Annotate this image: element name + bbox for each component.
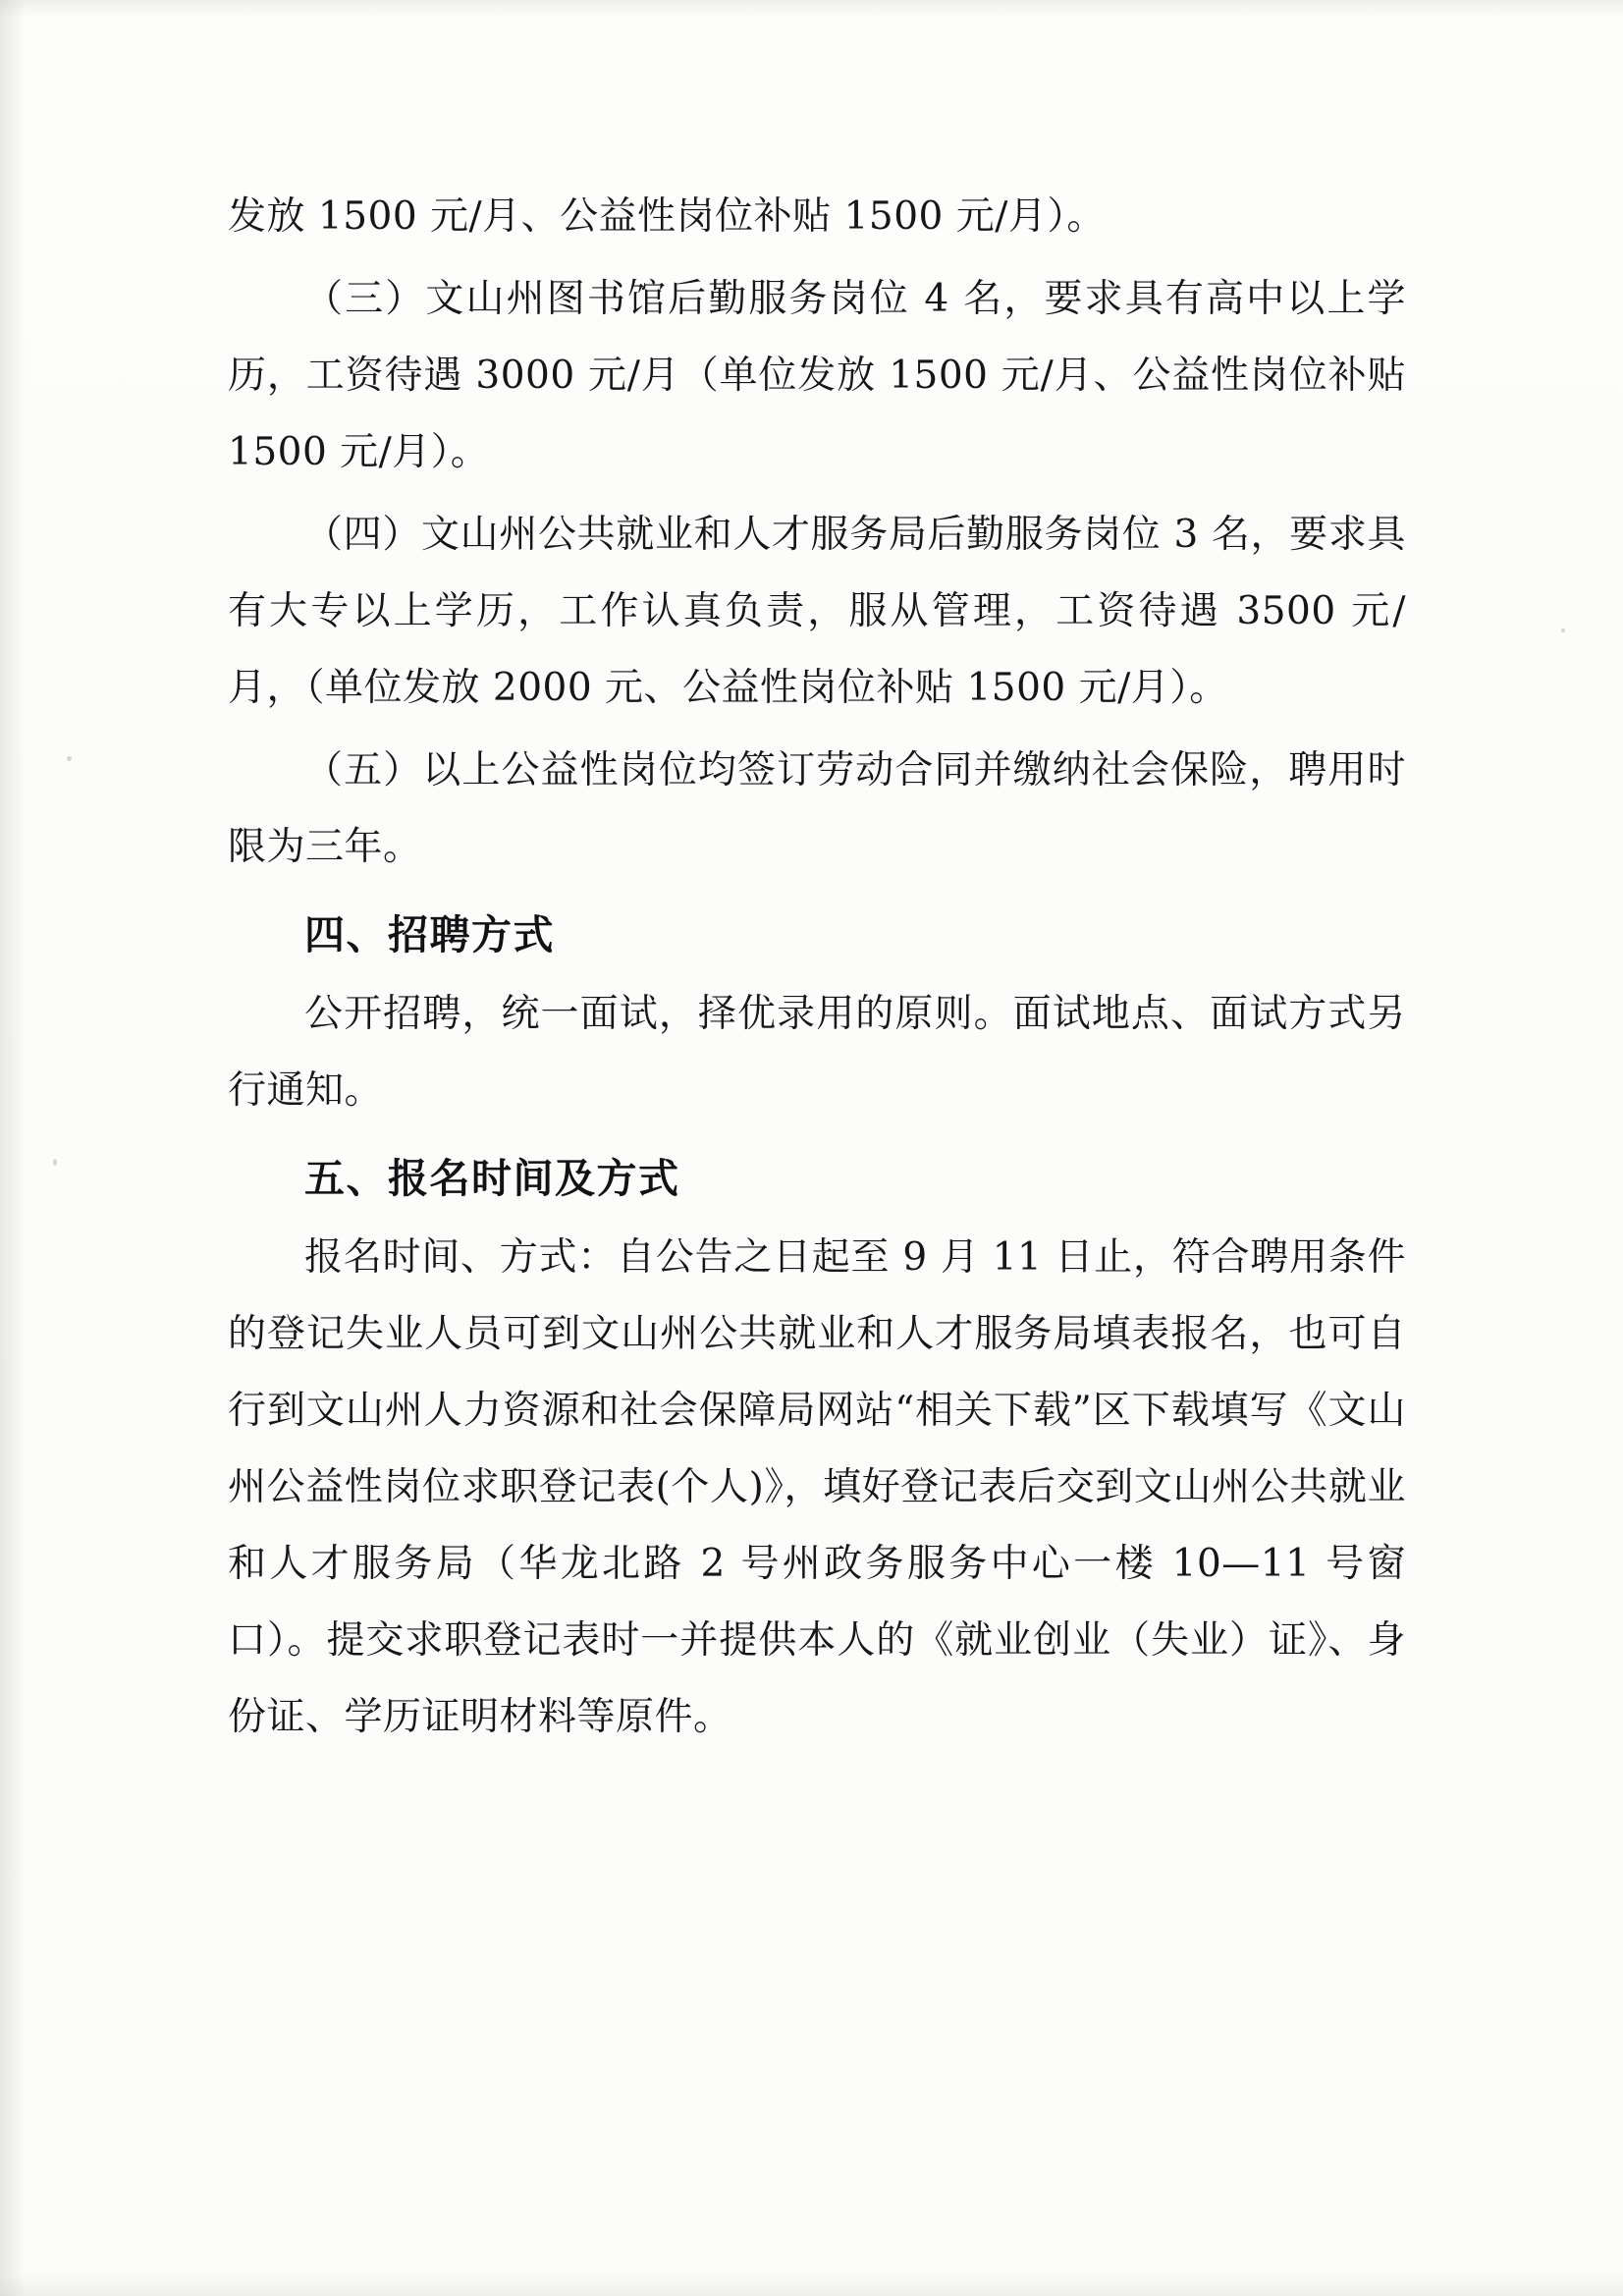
paragraph-application-time-method: 报名时间、方式：自公告之日起至 9 月 11 日止，符合聘用条件的登记失业人员可到文山州公共就业和人才服务局填表报名，也可自行到文山州人力资源和社会保障局网站“相关下载”区下载填写《文山州公益性岗位求职登记表(个人)》，填好登记表后交到文山州公共就业和人才服务局（华龙北路 2 号州政务服务中心一楼 10—11 号窗口）。提交求职登记表时一并提供本人的《就业创业（失业）证》、身份证、学历证明材料等原件。: [228, 1235, 1406, 1739]
paragraph-item-3: （三）文山州图书馆后勤服务岗位 4 名，要求具有高中以上学历，工资待遇 3000 元/月（单位发放 1500 元/月、公益性岗位补贴 1500 元/月）。: [228, 277, 1406, 474]
section-heading-recruitment-method: 四、招聘方式: [304, 911, 555, 958]
paragraph-recruitment-method: 公开招聘，统一面试，择优录用的原则。面试地点、面试方式另行通知。: [228, 992, 1406, 1113]
paragraph-item-4: （四）文山州公共就业和人才服务局后勤服务岗位 3 名，要求具有大专以上学历，工作认真负责，服从管理，工资待遇 3500 元/月，（单位发放 2000 元、公益性岗位补贴 1500 元/月）。: [228, 513, 1406, 710]
section-heading-application-time-method: 五、报名时间及方式: [304, 1155, 680, 1202]
document-body: [228, 179, 1406, 1762]
page-top-edge-shadow: [0, 0, 1623, 18]
page-bottom-edge-shadow: [0, 2274, 1623, 2296]
paragraph-continued-salary: 发放 1500 元/月、公益性岗位补贴 1500 元/月）。: [228, 194, 1106, 239]
scan-speck: [67, 756, 72, 761]
paragraph-item-5: （五）以上公益性岗位均签订劳动合同并缴纳社会保险，聘用时限为三年。: [228, 748, 1406, 869]
scan-speck: [1561, 629, 1565, 632]
page-left-edge-shadow: [0, 0, 26, 2296]
scan-speck: [53, 1159, 57, 1166]
